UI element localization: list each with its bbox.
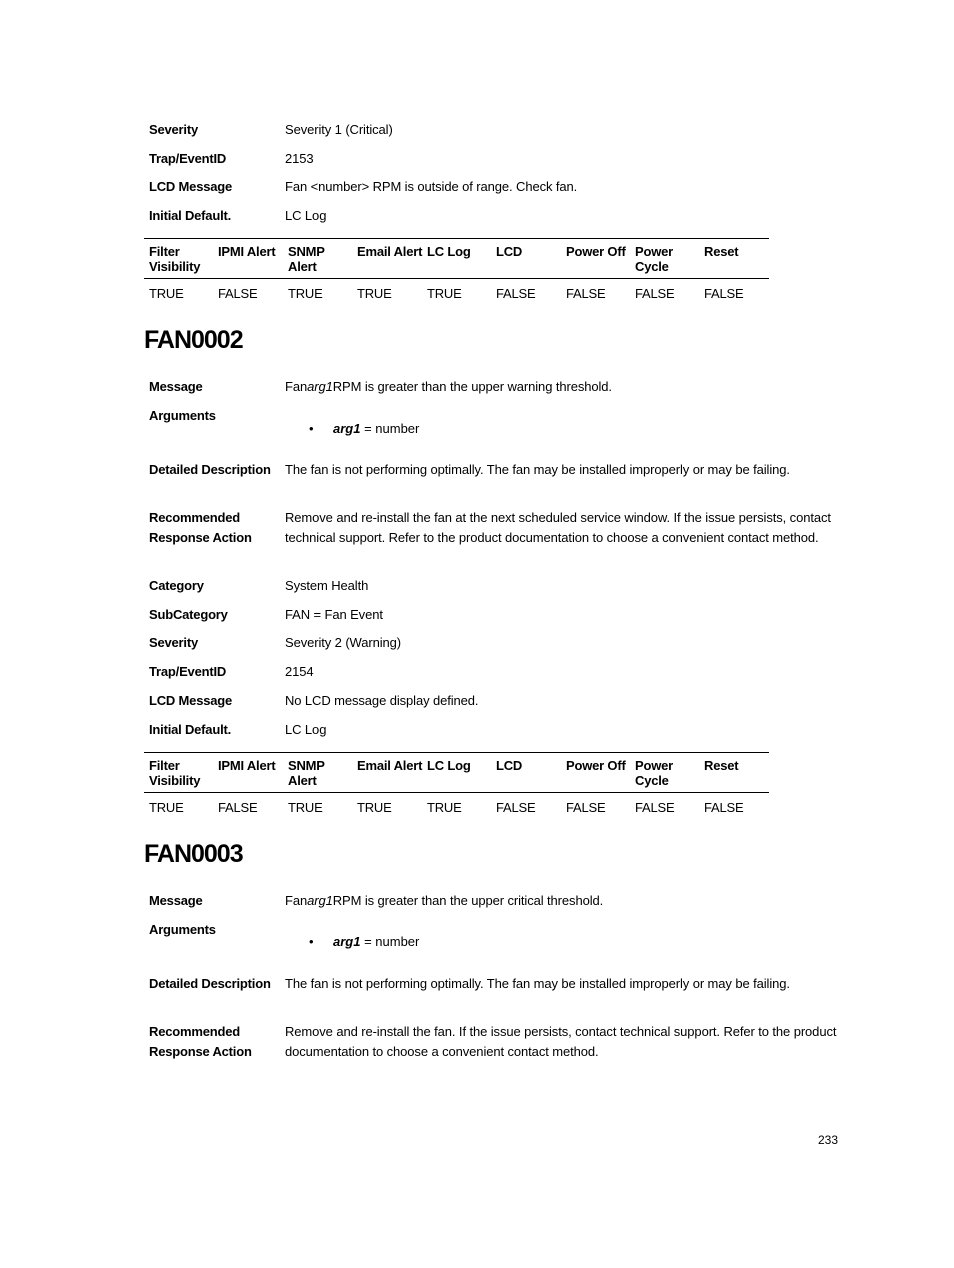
flags-header-cell: LCD	[496, 244, 523, 259]
section-heading-fan0003: FAN0003	[144, 840, 243, 868]
flags-header-cell: Power Off	[566, 758, 626, 773]
page-number: 233	[818, 1133, 839, 1147]
flags-value-cell: FALSE	[635, 286, 675, 301]
field-label: Trap/EventID	[149, 151, 227, 166]
flags-value-cell: TRUE	[357, 800, 392, 815]
field-value: 2154	[285, 664, 314, 679]
flags-value-row	[144, 793, 769, 821]
flags-value-cell: FALSE	[496, 286, 536, 301]
flags-header-cell: SNMP Alert	[288, 758, 325, 788]
message-prefix: Fan	[285, 893, 308, 908]
field-value: LC Log	[285, 722, 327, 737]
field-label: SubCategory	[149, 607, 228, 622]
flags-header-row	[144, 752, 769, 793]
flags-value-cell: FALSE	[218, 800, 258, 815]
message-suffix: RPM is greater than the upper critical threshold.	[332, 893, 604, 908]
field-label: LCD Message	[149, 693, 233, 708]
flags-table	[144, 752, 769, 821]
section-heading-fan0002: FAN0002	[144, 326, 243, 354]
flags-header-cell: LCD	[496, 758, 523, 773]
flags-header-cell: Email Alert	[357, 758, 423, 773]
field-value	[285, 891, 837, 911]
field-value: Fan <number> RPM is outside of range. Check fan.	[285, 179, 578, 194]
flags-value-cell: FALSE	[566, 800, 606, 815]
bullet-icon: •	[309, 421, 314, 436]
argument-description: = number	[360, 934, 420, 949]
flags-value-cell: FALSE	[566, 286, 606, 301]
flags-header-cell: Filter Visibility	[149, 244, 201, 274]
field-label: Severity	[149, 122, 198, 137]
flags-value-cell: TRUE	[149, 800, 184, 815]
message-arg: arg1	[307, 379, 333, 394]
field-label: Recommended Response Action	[149, 1024, 252, 1059]
flags-value-cell: TRUE	[288, 286, 323, 301]
field-label: Trap/EventID	[149, 664, 227, 679]
flags-header-cell: Power Off	[566, 244, 626, 259]
flags-value-cell: TRUE	[427, 800, 462, 815]
field-label: Message	[149, 379, 203, 394]
flags-header-cell: IPMI Alert	[218, 758, 276, 773]
field-label: Arguments	[149, 408, 216, 423]
message-suffix: RPM is greater than the upper warning threshold.	[332, 379, 612, 394]
field-value: 2153	[285, 151, 314, 166]
argument-name: arg1	[333, 934, 361, 949]
flags-value-row	[144, 279, 769, 307]
flags-value-cell: TRUE	[427, 286, 462, 301]
flags-header-cell: Power Cycle	[635, 244, 674, 274]
field-value: Remove and re-install the fan at the next scheduled service window. If the issue persists, contact technical support. Refer to the product documentation to choose a convenient contact method.	[285, 510, 831, 545]
flags-header-cell: IPMI Alert	[218, 244, 276, 259]
field-value: Remove and re-install the fan. If the issue persists, contact technical support. Refer to the product documentation to choose a convenient contact method.	[285, 1024, 837, 1059]
bullet-icon: •	[309, 934, 314, 949]
field-value	[285, 377, 837, 397]
flags-value-cell: FALSE	[704, 286, 744, 301]
field-value: No LCD message display defined.	[285, 693, 479, 708]
flags-header-cell: Power Cycle	[635, 758, 674, 788]
field-label: Detailed Description	[149, 976, 271, 991]
field-label: Arguments	[149, 922, 216, 937]
flags-header-cell: Reset	[704, 244, 739, 259]
flags-value-cell: FALSE	[704, 800, 744, 815]
flags-header-cell: Filter Visibility	[149, 758, 201, 788]
flags-value-cell: TRUE	[357, 286, 392, 301]
flags-value-cell: FALSE	[496, 800, 536, 815]
argument-name: arg1	[333, 421, 361, 436]
argument-description: = number	[360, 421, 420, 436]
flags-header-cell: Email Alert	[357, 244, 423, 259]
field-label: Recommended Response Action	[149, 510, 252, 545]
field-value: FAN = Fan Event	[285, 607, 383, 622]
message-prefix: Fan	[285, 379, 308, 394]
field-label: Category	[149, 578, 204, 593]
field-label: Severity	[149, 635, 198, 650]
flags-header-cell: Reset	[704, 758, 739, 773]
argument-list-item	[309, 419, 419, 438]
field-label: Detailed Description	[149, 462, 271, 477]
argument-list-item	[309, 932, 419, 951]
field-label: LCD Message	[149, 179, 233, 194]
flags-table	[144, 238, 769, 307]
flags-header-row	[144, 238, 769, 279]
field-value: Severity 1 (Critical)	[285, 122, 393, 137]
field-value: The fan is not performing optimally. The fan may be installed improperly or may be failing.	[285, 976, 790, 991]
flags-header-cell: SNMP Alert	[288, 244, 325, 274]
field-value: Severity 2 (Warning)	[285, 635, 401, 650]
field-value: LC Log	[285, 208, 327, 223]
field-value: The fan is not performing optimally. The fan may be installed improperly or may be failing.	[285, 462, 790, 477]
flags-value-cell: TRUE	[288, 800, 323, 815]
flags-header-cell: LC Log	[427, 244, 471, 259]
flags-value-cell: FALSE	[218, 286, 258, 301]
field-value: System Health	[285, 578, 369, 593]
flags-header-cell: LC Log	[427, 758, 471, 773]
flags-value-cell: FALSE	[635, 800, 675, 815]
field-label: Initial Default.	[149, 208, 232, 223]
flags-value-cell: TRUE	[149, 286, 184, 301]
field-label: Initial Default.	[149, 722, 232, 737]
field-label: Message	[149, 893, 203, 908]
message-arg: arg1	[307, 893, 333, 908]
